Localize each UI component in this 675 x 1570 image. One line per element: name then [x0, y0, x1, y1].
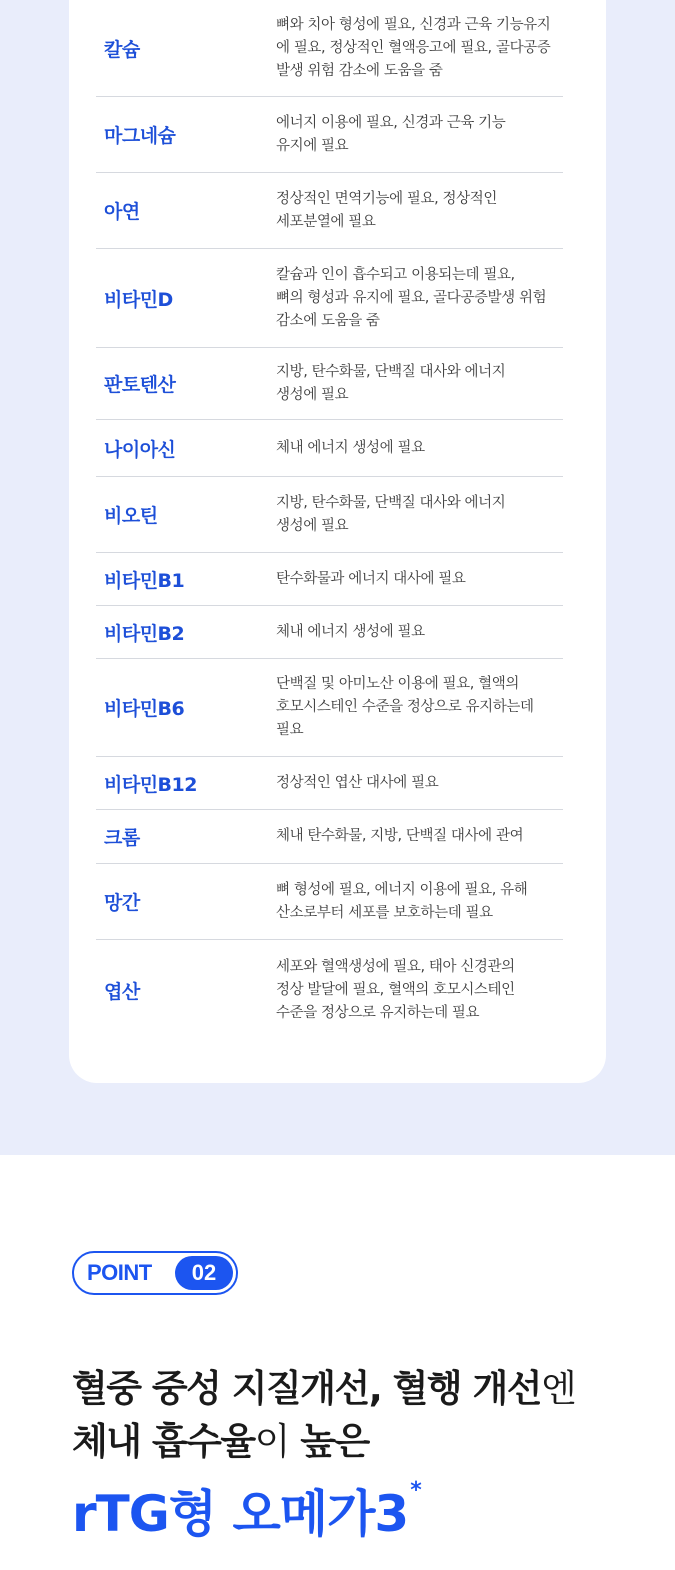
nutrient-description: 지방, 탄수화물, 단백질 대사와 에너지 생성에 필요: [276, 494, 506, 534]
point-label: POINT: [87, 1260, 152, 1285]
nutrient-name: 망간: [104, 892, 140, 914]
point-number: 02: [175, 1256, 233, 1290]
nutrient-name: 비타민D: [104, 288, 173, 311]
nutrient-name: 칼슘: [104, 38, 140, 61]
nutrient-name: 엽산: [104, 980, 140, 1003]
nutrient-description: 정상적인 엽산 대사에 필요: [276, 774, 439, 791]
nutrient-name: 비타민B1: [104, 569, 185, 592]
nutrient-description: 체내 탄수화물, 지방, 단백질 대사에 관여: [276, 828, 524, 844]
nutrient-description: 에너지 이용에 필요, 신경과 근육 기능 유지에 필요: [276, 114, 506, 154]
table-row: [96, 97, 563, 173]
table-row: [96, 940, 563, 1040]
nutrient-description: 세포와 혈액생성에 필요, 태아 신경관의 정상 발달에 필요, 혈액의 호모시스테인 수준을 정상으로 유지하는데 필요: [276, 958, 515, 1021]
table-row: [96, 659, 563, 757]
table-row: [96, 348, 563, 420]
table-row: [96, 810, 563, 864]
nutrient-description: 칼슘과 인이 흡수되고 이용되는데 필요, 뼈의 형성과 유지에 필요, 골다공증발생 위험 감소에 도움을 줌: [276, 266, 547, 329]
product-name-text: rTG형 오메가3: [72, 1485, 409, 1543]
table-row: [96, 553, 563, 606]
nutrient-description: 탄수화물과 에너지 대사에 필요: [276, 570, 466, 587]
nutrient-name: 나이아신: [104, 438, 176, 461]
nutrient-description: 체내 에너지 생성에 필요: [276, 623, 425, 640]
nutrient-name: 비타민B2: [104, 622, 185, 645]
table-row: [96, 420, 563, 477]
table-row: [96, 0, 563, 97]
nutrient-table: [96, 0, 563, 1040]
nutrient-description: 체내 에너지 생성에 필요: [276, 439, 425, 456]
product-name: [72, 1474, 421, 1544]
nutrient-name: 비오틴: [104, 505, 158, 527]
headline-line-2: 체내 흡수율이 높은: [72, 1420, 369, 1463]
nutrient-name: 크롬: [104, 827, 140, 849]
nutrient-name: 판토텐산: [104, 374, 176, 396]
table-row: [96, 249, 563, 348]
nutrient-description: 지방, 탄수화물, 단백질 대사와 에너지 생성에 필요: [276, 363, 506, 403]
footnote-asterisk: *: [410, 1478, 421, 1503]
table-row: [96, 757, 563, 810]
nutrient-name: 비타민B12: [104, 773, 197, 796]
headline: [72, 1362, 672, 1468]
table-row: [96, 864, 563, 940]
nutrient-name: 마그네슘: [104, 125, 176, 147]
nutrient-name: 비타민B6: [104, 698, 185, 720]
nutrient-description: 단백질 및 아미노산 이용에 필요, 혈액의 호모시스테인 수준을 정상으로 유지하는데 필요: [276, 676, 534, 738]
nutrient-card: [69, 0, 606, 1083]
table-row: [96, 173, 563, 249]
nutrient-name: 아연: [104, 201, 140, 223]
table-row: [96, 606, 563, 659]
nutrient-description: 뼈와 치아 형성에 필요, 신경과 근육 기능유지 에 필요, 정상적인 혈액응고에 필요, 골다공증 발생 위험 감소에 도움을 줌: [276, 16, 551, 79]
headline-line-1: 혈중 중성 지질개선, 혈행 개선엔: [72, 1367, 576, 1410]
table-row: [96, 477, 563, 553]
point-badge: [72, 1251, 238, 1295]
nutrient-description: 뼈 형성에 필요, 에너지 이용에 필요, 유해 산소로부터 세포를 보호하는데 필요: [276, 881, 528, 921]
nutrient-description: 정상적인 면역기능에 필요, 정상적인 세포분열에 필요: [276, 190, 497, 230]
